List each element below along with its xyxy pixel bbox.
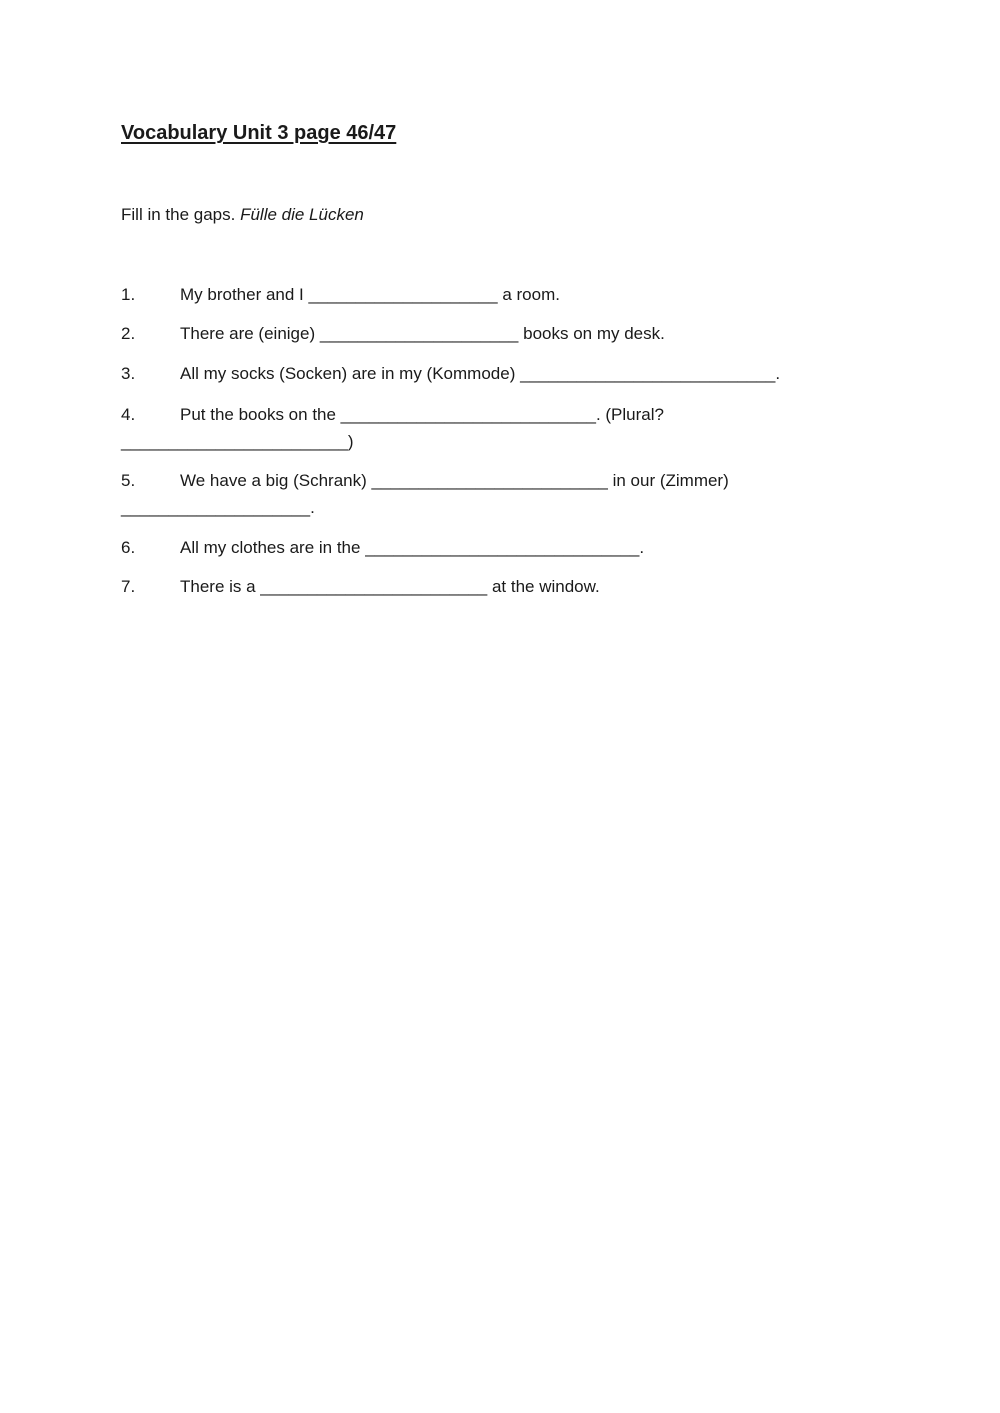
instruction-german: Fülle die Lücken xyxy=(240,205,364,224)
item-continuation: ____________________. xyxy=(121,498,315,517)
item-number: 2. xyxy=(121,324,136,343)
item-number: 5. xyxy=(121,471,136,490)
item-text: All my clothes are in the _____________________________. xyxy=(180,538,645,557)
list-item xyxy=(121,538,644,558)
item-number: 1. xyxy=(121,285,136,304)
list-item xyxy=(121,405,664,425)
instruction-line xyxy=(121,205,364,225)
list-item xyxy=(121,324,665,344)
list-item xyxy=(121,471,729,491)
item-text: All my socks (Socken) are in my (Kommode) ___________________________. xyxy=(180,364,781,383)
list-item xyxy=(121,285,560,305)
list-item xyxy=(121,364,780,384)
item-number: 4. xyxy=(121,405,136,424)
item-text: There are (einige) _____________________ books on my desk. xyxy=(180,324,665,343)
item-text: My brother and I ____________________ a room. xyxy=(180,285,560,304)
item-number: 3. xyxy=(121,364,136,383)
item-text: There is a ________________________ at the window. xyxy=(180,577,600,596)
item-continuation: ________________________) xyxy=(121,432,354,451)
instruction-english: Fill in the gaps. xyxy=(121,205,236,224)
item-number: 6. xyxy=(121,538,136,557)
list-item xyxy=(121,577,600,597)
item-text: We have a big (Schrank) _________________________ in our (Zimmer) xyxy=(180,471,729,490)
page-title: Vocabulary Unit 3 page 46/47 xyxy=(121,122,397,144)
item-text: Put the books on the ___________________________. (Plural? xyxy=(180,405,664,424)
item-number: 7. xyxy=(121,577,136,596)
